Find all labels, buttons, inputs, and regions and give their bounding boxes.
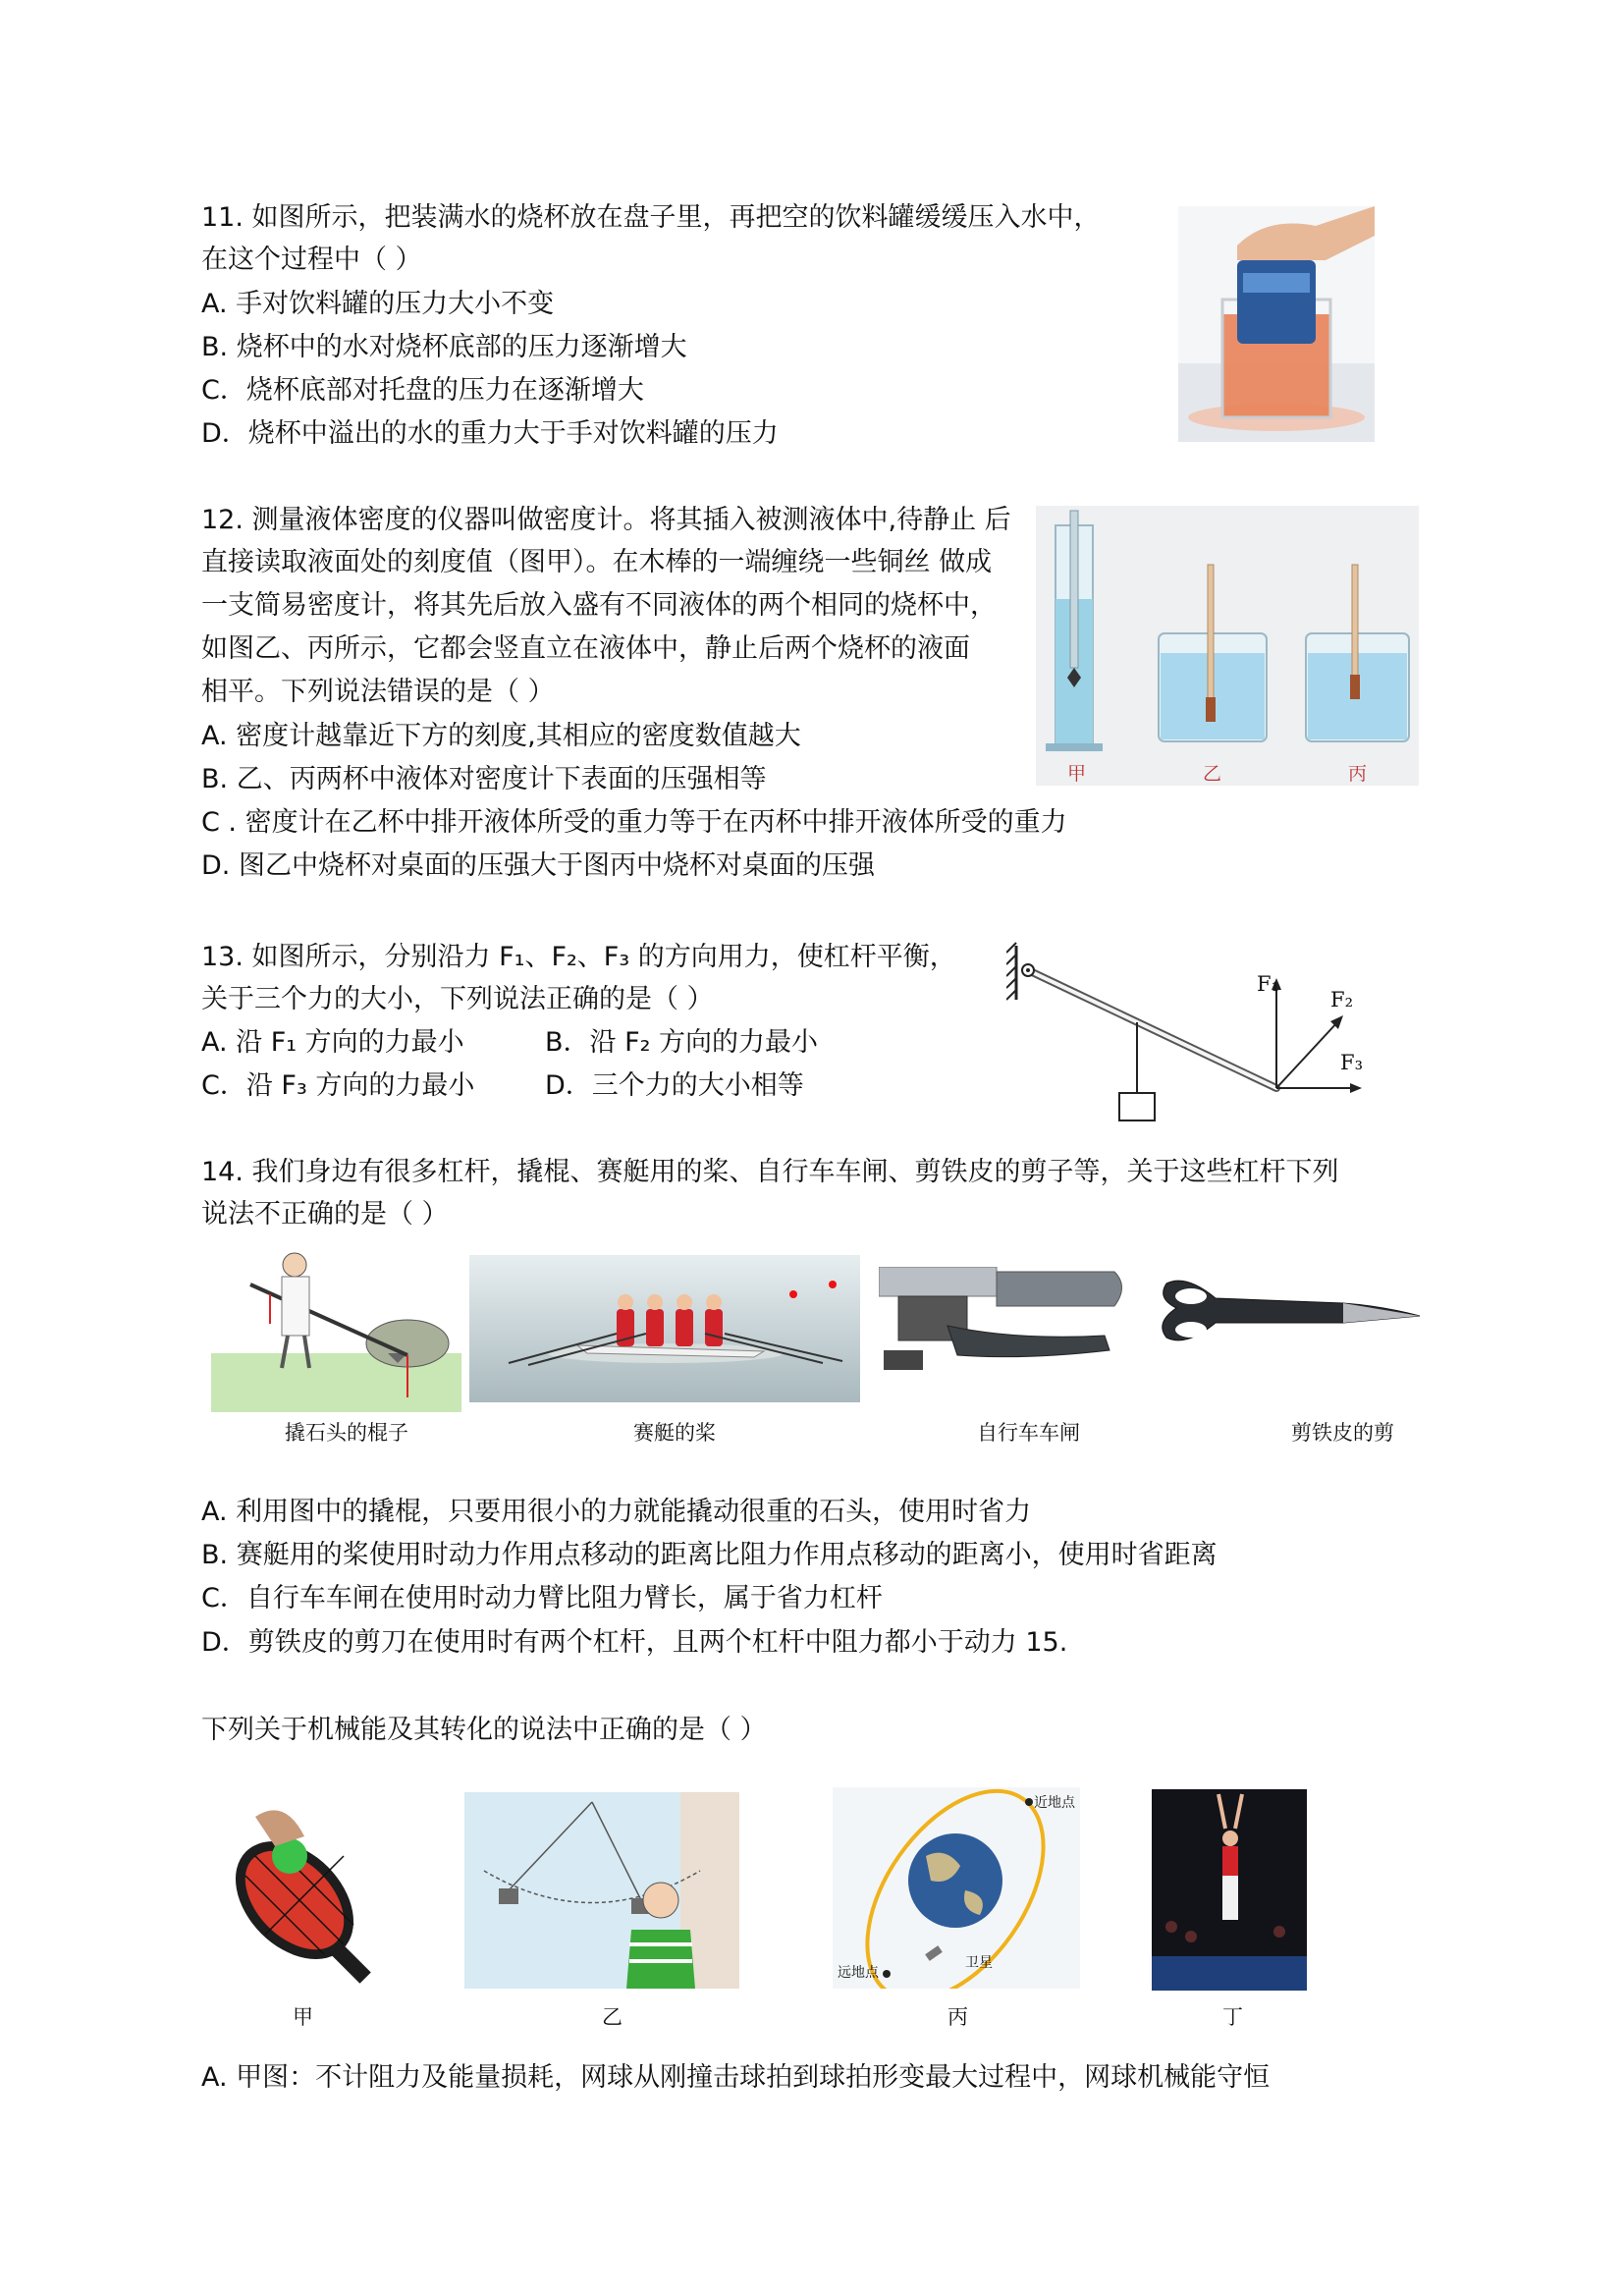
q15-tennis-racket-image — [206, 1797, 388, 1984]
q14-stem-line2: 说法不正确的是（ ） — [201, 1199, 449, 1229]
q11-option-c: C．烧杯底部对托盘的压力在逐渐增大 — [201, 375, 644, 406]
q14-option-a: A. 利用图中的撬棍，只要用很小的力就能撬动很重的石头，使用时省力 — [201, 1497, 1032, 1527]
q14-caption-crowbar: 撬石头的棍子 — [285, 1421, 408, 1445]
q11-beaker-photo — [1178, 206, 1375, 442]
q12-label-yi: 乙 — [1203, 763, 1222, 785]
q13-stem-line2: 关于三个力的大小，下列说法正确的是（ ） — [201, 984, 714, 1014]
q12-hydrometer-figure — [1036, 506, 1419, 786]
q15-caption-jia: 甲 — [293, 2005, 313, 2029]
q13-option-b: B．沿 F₂ 方向的力最小 — [545, 1027, 819, 1058]
q12-label-jia: 甲 — [1067, 763, 1087, 785]
q14-caption-brake: 自行车车闸 — [977, 1421, 1080, 1445]
q13-option-d: D．三个力的大小相等 — [545, 1070, 804, 1101]
q14-rowing-image — [469, 1255, 860, 1402]
q12-stem-line3: 一支简易密度计，将其先后放入盛有不同液体的两个相同的烧杯中， — [201, 590, 997, 621]
q14-option-b: B. 赛艇用的桨使用时动力作用点移动的距离比阻力作用点移动的距离小，使用时省距离 — [201, 1540, 1218, 1570]
q14-option-d: D．剪铁皮的剪刀在使用时有两个杠杆，且两个杠杆中阻力都小于动力 15. — [201, 1627, 1068, 1658]
q13-label-f3: F₃ — [1340, 1051, 1363, 1074]
q12-stem-line2: 直接读取液面处的刻度值（图甲）。在木棒的一端缠绕一些铜丝 做成 — [201, 547, 993, 577]
q15-stem: 下列关于机械能及其转化的说法中正确的是（ ） — [201, 1715, 767, 1745]
q13-label-f1: F₁ — [1257, 972, 1279, 996]
q15-caption-bing: 丙 — [947, 2005, 968, 2029]
q15-caption-ding: 丁 — [1222, 2005, 1243, 2029]
q15-pendulum-image — [464, 1792, 739, 1989]
q15-label-apogee: 远地点 — [838, 1965, 879, 1981]
q13-stem-line1: 13. 如图所示，分别沿力 F₁、F₂、F₃ 的方向用力，使杠杆平衡， — [201, 942, 956, 972]
q13-option-c: C．沿 F₃ 方向的力最小 — [201, 1070, 475, 1101]
q12-option-d: D. 图乙中烧杯对桌面的压强大于图丙中烧杯对桌面的压强 — [201, 850, 875, 881]
q12-option-b: B. 乙、丙两杯中液体对密度计下表面的压强相等 — [201, 764, 767, 794]
q15-trampoline-image — [1152, 1789, 1307, 1991]
q14-option-c: C．自行车车闸在使用时动力臂比阻力臂长，属于省力杠杆 — [201, 1583, 883, 1613]
q14-crowbar-image — [211, 1245, 461, 1412]
q15-satellite-figure — [833, 1787, 1080, 1989]
q12-stem-line5: 相平。下列说法错误的是（ ） — [201, 677, 555, 707]
q14-caption-rowing: 赛艇的桨 — [633, 1421, 716, 1445]
q14-bike-brake-image — [879, 1267, 1129, 1414]
q13-lever-diagram — [1006, 941, 1380, 1127]
q14-stem-line1: 14. 我们身边有很多杠杆，撬棍、赛艇用的桨、自行车车闸、剪铁皮的剪子等，关于这些杠杆下列 — [201, 1157, 1339, 1187]
q12-stem-line4: 如图乙、丙所示，它都会竖直立在液体中，静止后两个烧杯的液面 — [201, 633, 970, 664]
q15-label-satellite: 卫星 — [965, 1955, 993, 1971]
q11-option-a: A. 手对饮料罐的压力大小不变 — [201, 289, 555, 319]
q12-option-c: C . 密度计在乙杯中排开液体所受的重力等于在丙杯中排开液体所受的重力 — [201, 807, 1067, 838]
q12-option-a: A. 密度计越靠近下方的刻度,其相应的密度数值越大 — [201, 721, 801, 751]
q11-option-b: B. 烧杯中的水对烧杯底部的压力逐渐增大 — [201, 332, 687, 362]
q14-caption-snips: 剪铁皮的剪 — [1291, 1421, 1394, 1445]
q15-label-perigee: 近地点 — [1034, 1795, 1075, 1811]
q13-option-a: A. 沿 F₁ 方向的力最小 — [201, 1027, 464, 1058]
q11-option-d: D．烧杯中溢出的水的重力大于手对饮料罐的压力 — [201, 418, 779, 449]
q14-tin-snips-image — [1147, 1269, 1422, 1357]
q11-stem-line2: 在这个过程中（ ） — [201, 245, 422, 275]
q15-option-a: A. 甲图：不计阻力及能量损耗，网球从刚撞击球拍到球拍形变最大过程中，网球机械能守恒 — [201, 2062, 1271, 2093]
q12-label-bing: 丙 — [1348, 763, 1368, 785]
q12-stem-line1: 12. 测量液体密度的仪器叫做密度计。将其插入被测液体中,待静止 后 — [201, 505, 1011, 535]
q15-caption-yi: 乙 — [602, 2005, 623, 2029]
q11-stem-line1: 11. 如图所示，把装满水的烧杯放在盘子里，再把空的饮料罐缓缓压入水中， — [201, 202, 1101, 233]
q13-label-f2: F₂ — [1330, 988, 1353, 1011]
